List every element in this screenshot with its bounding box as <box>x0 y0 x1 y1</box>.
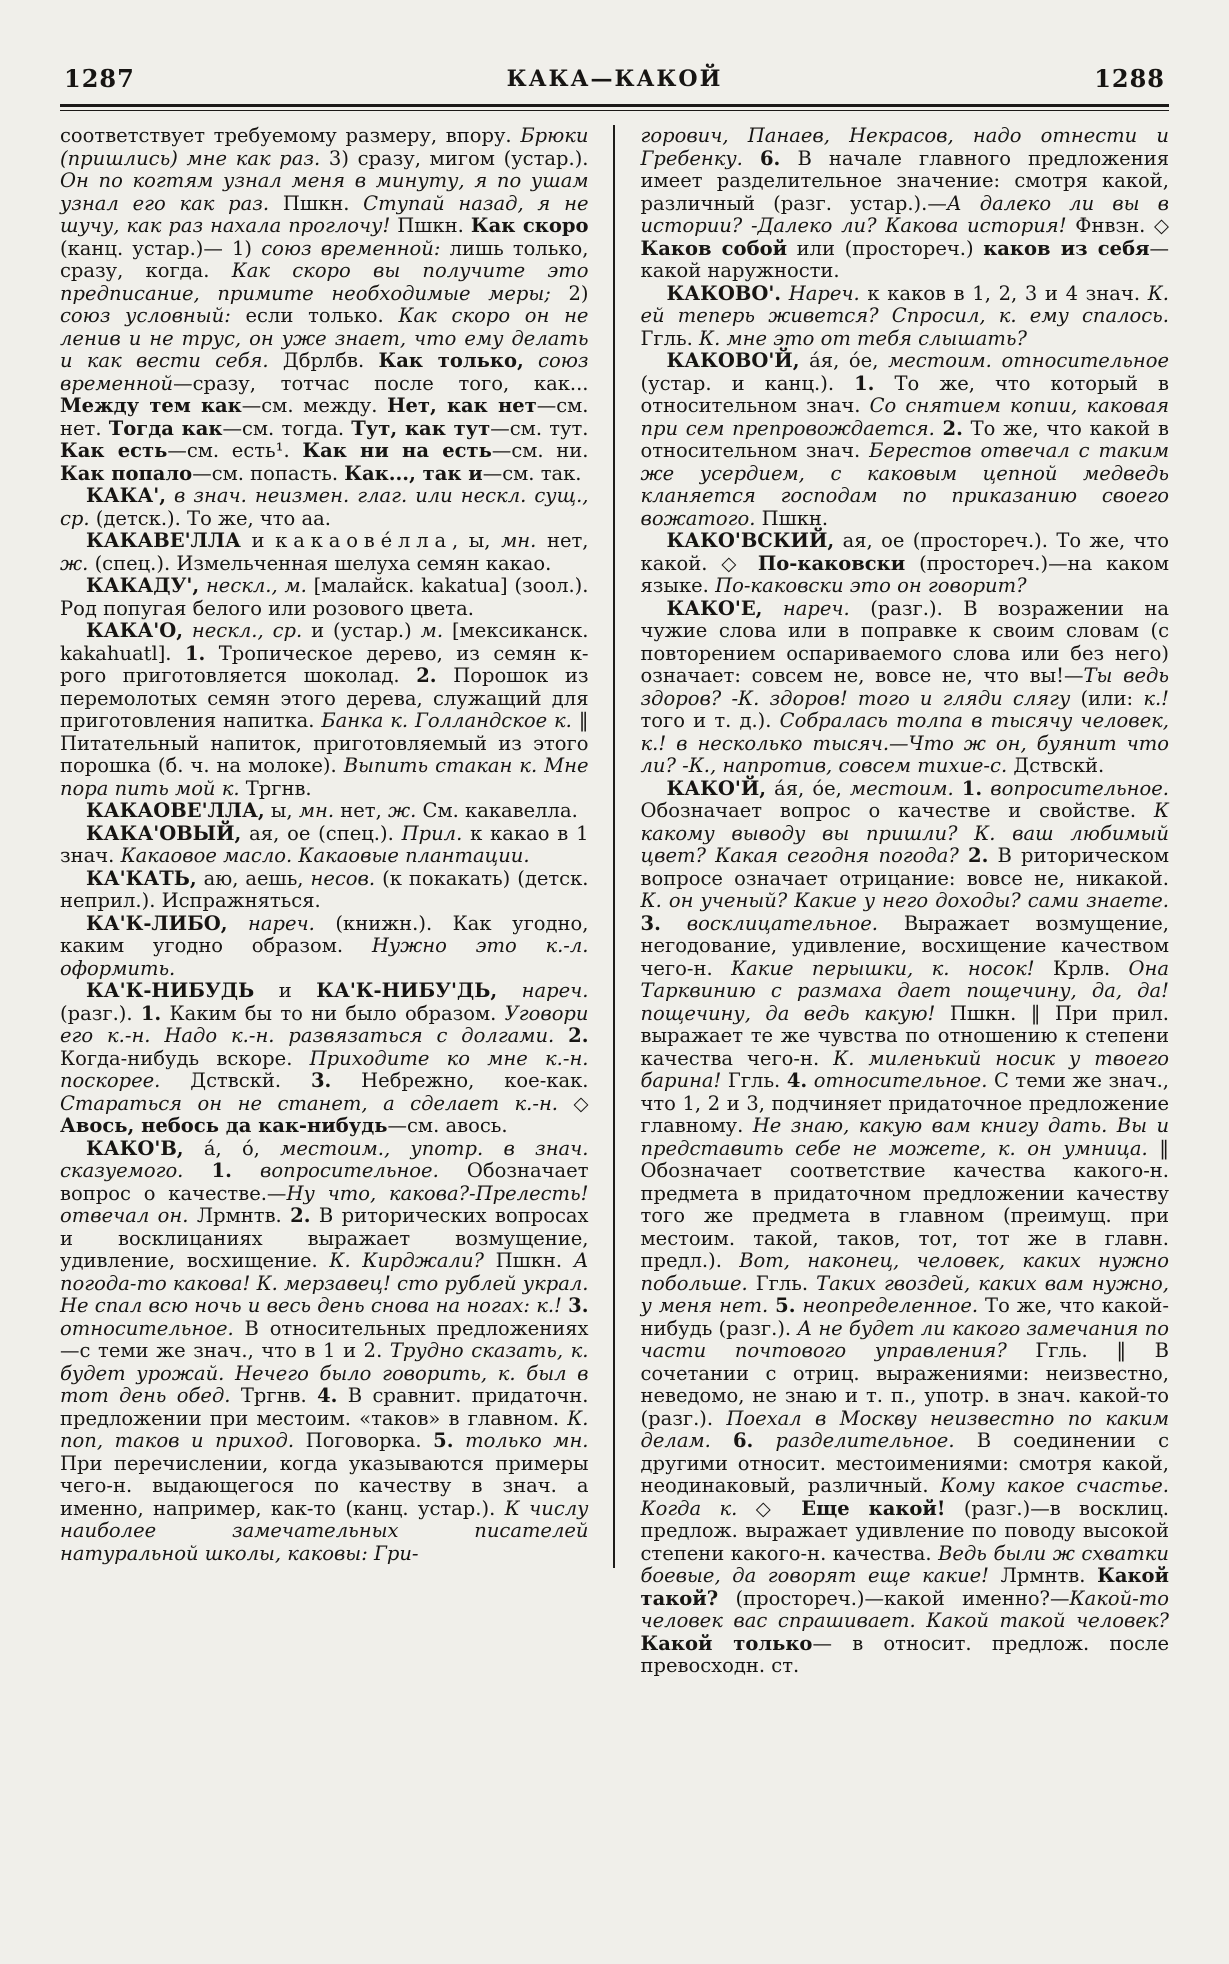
italic-text: К. ей теперь живется? Спросил, к. ему спалось. <box>640 281 1169 327</box>
bold-text: Тут, как тут <box>351 416 491 440</box>
bold-text: 3. <box>310 1069 332 1092</box>
dictionary-page <box>0 64 1229 1964</box>
bold-text: КАКО'В, <box>86 1136 184 1160</box>
body-text: или (простореч.) <box>787 236 984 260</box>
italic-text: Берестов отвечал с таким же усердием, с каковым цепной медведь кланяется господам по приказанию своего вожатого. <box>640 439 1169 530</box>
body-text: соответствует требуемому размеру, впору. <box>60 124 521 147</box>
body-text: —см. так. <box>482 461 582 485</box>
page-number-right: 1288 <box>1094 64 1165 93</box>
italic-text: А не будет ли какого замечания по части почтового управления? <box>640 1316 1169 1362</box>
bold-text: КАКО'Й, <box>666 776 767 800</box>
bold-text: КАКА', <box>86 484 166 507</box>
italic-text: К. поп, таков и приход. <box>60 1406 589 1452</box>
body-text: (или: <box>1070 686 1144 710</box>
body-text: Когда-нибудь вскоре. <box>60 1046 310 1070</box>
italic-text: Уговори его к.-н. Надо к.-н. развязаться с долгами. <box>60 1001 589 1047</box>
body-text <box>183 1159 211 1182</box>
body-text: [малайск. kakatua] (зоол.). Род попугая белого или розового цвета. <box>60 574 589 620</box>
italic-text: Ступай назад, я не шучу, как раз нахала проглочу! <box>60 191 589 237</box>
bold-text: 4. <box>786 1069 808 1092</box>
italic-text: м. <box>420 619 444 642</box>
italic-text: К числу наиболее замечательных писателей натуральной школы, каковы: Гри- <box>60 1496 589 1565</box>
bold-text: КА'КАТЬ, <box>86 866 197 890</box>
bold-text: Еще какой! <box>801 1496 946 1520</box>
body-text: То же, что который в относительном знач. <box>640 371 1169 417</box>
body-text: Поговорка. <box>294 1429 434 1452</box>
italic-text: разделительное. <box>775 1429 955 1452</box>
italic-text: местоим., употр. в знач. сказуемого. <box>60 1136 589 1182</box>
bold-text: КАКА'О, <box>86 619 183 642</box>
body-text: и <box>254 979 317 1002</box>
bold-text: 6. <box>759 146 781 170</box>
italic-text: К. Кирджали? <box>329 1249 484 1272</box>
body-text: к каков в 1, 2, 3 и 4 знач. <box>859 281 1148 305</box>
body-text <box>753 1429 775 1452</box>
bold-text: 2. <box>942 416 963 440</box>
italic-text: нескл., ср. <box>183 619 303 642</box>
italic-text: нареч. <box>762 596 850 620</box>
body-text: В риторическом вопросе означает отрицание: вовсе не, никакой. <box>640 844 1169 890</box>
italic-text: Собралась толпа в тысячу человек, к.! в несколько тысяч.—Что ж он, буянит что ли? -К., напротив, совсем тихие-с. <box>640 709 1169 777</box>
bold-text: каков из себя <box>983 236 1150 260</box>
bold-text: 2. <box>290 1204 311 1227</box>
italic-text: Прил. <box>401 821 463 845</box>
entry-kakovskii <box>641 530 1170 598</box>
italic-text: Ведь были ж схватки боевые, да говорят еще какие! <box>640 1541 1169 1587</box>
body-text: С теми же знач., что 1, 2 и 3, подчиняет придаточное предложение главному. <box>640 1069 1170 1137</box>
body-text: В соединении с другими относит. местоимениями: смотря какой, неодинаковый, различный. <box>640 1429 1169 1497</box>
left-column <box>60 125 613 1678</box>
body-text: В сравнит. придаточн. предложении при местоим. «таков» в главном. <box>60 1384 589 1430</box>
body-text: Каким бы то ни было образом. <box>161 1001 505 1025</box>
body-text: а́я, о́е, <box>766 776 850 800</box>
bold-text: Как скоро <box>470 214 589 237</box>
italic-text: Он по когтям узнал меня в минуту, я по ушам узнал его как раз. <box>60 169 589 215</box>
italic-text: относительное. <box>813 1069 988 1092</box>
body-text: 2) <box>550 281 589 305</box>
body-text: к какао в 1 знач. <box>60 821 589 867</box>
body-text: Пшкн. ‖ При прил. выражает те же чувства по отношению к степени качества чего-н. <box>640 1001 1170 1070</box>
bold-text: 1. <box>140 1001 162 1025</box>
italic-text: местоим. <box>849 776 954 800</box>
bold-text: 3. <box>568 1294 589 1317</box>
bold-text: 1. <box>854 371 875 395</box>
italic-text: Нареч. <box>781 281 860 305</box>
italic-text: мн. <box>298 799 335 822</box>
entry-kakovo <box>641 283 1170 351</box>
body-text: Лрмнтв. <box>188 1204 291 1227</box>
body-text <box>954 777 962 800</box>
body-text: Пшкн. <box>269 191 364 215</box>
entry-kak-nibud <box>60 980 589 1138</box>
body-text: а́, о́, <box>183 1136 281 1160</box>
bold-text: 5. <box>775 1294 796 1317</box>
italic-text: Трудно сказать, к. будет урожай. Нечего было говорить, к. был в тот день обед. <box>60 1339 589 1407</box>
italic-text: Вот, наконец, человек, каких нужно побольше. <box>640 1249 1169 1295</box>
body-text: Ггль. <box>640 326 700 350</box>
bold-text: Между тем как <box>60 394 242 417</box>
body-text: Дствскй. <box>1007 754 1105 777</box>
body-text: Выражает возмущение, негодование, удивление, восхищение качеством чего-н. <box>640 911 1169 980</box>
body-text: В относительных предложениях—с теми же знач., что в 1 и 2. <box>60 1316 589 1362</box>
italic-text: нескл., м. <box>199 574 307 597</box>
entry-kak-libo <box>60 913 589 981</box>
italic-text: Нужно это к.-л. оформить. <box>60 934 589 980</box>
body-text: (спец.). Измельченная шелуха семян какао. <box>88 551 552 575</box>
italic-text: ж. <box>60 551 89 575</box>
bold-text: 1. <box>211 1159 232 1182</box>
body-text: аю, аешь, <box>196 866 311 890</box>
italic-text: А погода-то какова! К. мерзавец! сто рублей украл. Не спал всю ночь и весь день снова на ногах: к.! <box>60 1249 589 1317</box>
page-header <box>62 64 1167 96</box>
body-text: Тргнв. <box>239 776 312 800</box>
italic-text: К какому выводу вы пришли? К. ваш любимый цвет? Какая сегодня погода? <box>640 799 1169 867</box>
italic-text: Ты ведь здоров? -К. здоров! того и гляди слягу <box>640 664 1169 710</box>
body-text: Лрмнтв. <box>989 1564 1098 1587</box>
italic-text: Стараться он не станет, а сделает к.-н. <box>60 1091 559 1115</box>
bold-text: Какой только <box>640 1631 813 1655</box>
body-text: если только. <box>230 304 399 327</box>
body-text: Порошок из перемолотых семян этого дерева, служащий для приготовления напитка. <box>60 664 589 732</box>
bold-text: 2. <box>416 664 437 687</box>
italic-text: Выпить стакан к. Мне пора пить мой к. <box>60 754 589 800</box>
body-text: Небрежно, кое-как. <box>331 1069 589 1092</box>
entry-kak-continuation <box>60 125 589 485</box>
body-text: Обозначает вопрос о качестве и свойстве. <box>640 799 1154 822</box>
body-text: (простореч.)—на каком языке. <box>640 551 1169 597</box>
italic-text: Какаовое масло. Какаовые плантации. <box>120 844 530 867</box>
body-text: —см. тут. <box>490 416 589 440</box>
right-column <box>615 125 1170 1678</box>
italic-text: местоим. относительное <box>888 349 1170 372</box>
body-text: лишь только, сразу, когда. <box>60 236 589 282</box>
body-text: —см. есть¹. <box>167 439 303 462</box>
italic-text: вопросительное. <box>990 776 1169 800</box>
body-text: Обозначает вопрос о качестве.— <box>60 1159 589 1205</box>
entry-kaka <box>60 485 589 530</box>
bold-text: 1. <box>184 641 206 665</box>
body-text: —сразу, тотчас после того, как... <box>173 371 589 395</box>
body-text <box>454 1429 466 1452</box>
body-text <box>935 417 943 440</box>
page-number-left: 1287 <box>64 64 135 93</box>
italic-text: Со снятием копии, каковая при сем препровождается. <box>640 394 1169 440</box>
italic-text: вопросительное. <box>260 1159 439 1182</box>
entry-kakov-continuation <box>641 125 1170 283</box>
body-text: Дствскй. <box>160 1069 311 1092</box>
body-text: [мексиканск. kakahuatl]. <box>60 619 589 665</box>
body-text: Пшкн. <box>484 1249 574 1272</box>
italic-text: мн. <box>501 529 537 552</box>
body-text: То же, что какой в относительном знач. <box>640 416 1169 462</box>
bold-text: Как..., так и <box>344 461 483 485</box>
entry-kakaovyi <box>60 823 589 868</box>
body-text: (канц. устар.)— 1) <box>60 236 262 260</box>
body-text: ◇ <box>558 1091 589 1115</box>
italic-text: неопределенное. <box>802 1294 979 1317</box>
body-text: (детск.). То же, что аа. <box>89 506 331 530</box>
body-text: —см. ни. <box>491 439 589 462</box>
body-text: —см. нет. <box>60 394 589 440</box>
italic-text: восклицательное. <box>686 911 878 935</box>
body-text: (разг.). В возражении на чужие слова или в поправке к своим словам (с повторением оспариваемого слова или без него) означает: совсем не, вовсе не, что вы!— <box>640 596 1169 687</box>
bold-text: 2. <box>568 1024 589 1047</box>
body-text: ая, ое (спец.). <box>241 821 402 845</box>
body-text: (разг.)—в восклиц. предлож. выражает удивление по поводу высокой степени какого-н. качества. <box>640 1496 1169 1565</box>
bold-text: Какой такой? <box>640 1564 1170 1610</box>
italic-text: в знач. неизмен. глаг. или нескл. сущ., ср. <box>60 484 589 530</box>
entry-kakao <box>60 620 589 800</box>
body-text <box>554 1024 568 1047</box>
bold-text: КА'К-НИБУДЬ <box>86 979 255 1002</box>
italic-text: По-каковски это он говорит? <box>715 574 1027 597</box>
body-text <box>232 1159 260 1182</box>
bold-text: КА'К-НИБУ'ДЬ, <box>316 979 498 1002</box>
body-text: того и т. д.). <box>640 709 780 732</box>
body-text: Ггль. <box>721 1069 787 1092</box>
body-text: (устар. и канц.). <box>640 371 855 395</box>
body-text: нет, <box>536 529 589 552</box>
bold-text: Как ни на есть <box>302 439 492 462</box>
body-text: — в относит. предлож. после превосходн. ст. <box>640 1631 1169 1677</box>
bold-text: КАКАВЕ'ЛЛА <box>86 529 241 552</box>
body-text: и (устар.) <box>302 619 421 642</box>
body-text: какаове́лла <box>275 529 452 552</box>
body-text <box>959 844 968 867</box>
italic-text: только мн. <box>465 1429 589 1452</box>
italic-text: нареч. <box>227 911 315 935</box>
bold-text: КАКАОВЕ'ЛЛА, <box>86 799 265 822</box>
body-text: (простореч.)—какой именно?— <box>718 1586 1070 1610</box>
italic-text: Кому какое счастье. Когда к. <box>640 1474 1169 1520</box>
body-text: , ы, <box>451 529 502 552</box>
italic-text: относительное. <box>60 1316 234 1340</box>
body-text: —см. тогда. <box>222 416 352 440</box>
body-text: Ггль. ‖ В сочетании с отриц. выражениями: неизвестно, неведомо, не знаю и т. п., употр. в знач. какой-то (разг.). <box>640 1339 1169 1430</box>
italic-text: ж. <box>387 799 417 822</box>
bold-text: По-каковски <box>757 551 906 575</box>
italic-text: Банка к. Голландское к. <box>321 709 572 732</box>
body-text: Крлв. <box>1034 956 1129 980</box>
bold-text: 3. <box>640 911 661 935</box>
bold-text: 4. <box>317 1384 338 1407</box>
italic-text: Приходите ко мне к.-н. поскорее. <box>60 1046 589 1092</box>
body-text: —см. авось. <box>387 1114 508 1137</box>
italic-text: Как скоро он не ленив и не трус, он уже знает, что ему делать и как вести себя. <box>60 304 589 372</box>
body-text: нет, <box>334 799 388 822</box>
body-text: ◇ <box>737 1496 802 1520</box>
body-text: В начале главного предложения имеет разделительное значение: смотря какой, различный (разг. устар.).— <box>640 146 1169 215</box>
italic-text: А далеко ли вы в истории? -Далеко ли? Какова история! <box>640 191 1169 237</box>
entry-kakoe <box>641 598 1170 778</box>
italic-text: Какие перышки, к. носок! <box>731 956 1035 980</box>
body-text: Дбрлбв. <box>268 349 379 372</box>
body-text <box>661 912 687 935</box>
body-text: Ггль. <box>747 1271 817 1295</box>
bold-text: КАКОВО'. <box>666 281 782 305</box>
body-text: (разг.). <box>60 1001 141 1025</box>
body-text: 3) сразу, мигом (устар.). <box>320 146 589 170</box>
bold-text: Как есть <box>60 439 168 462</box>
italic-text: Поехал в Москву неизвестно по каким делам. <box>640 1406 1169 1452</box>
entry-kakov <box>60 1138 589 1566</box>
italic-text: К. он ученый? Какие у него доходы? сами знаете. <box>640 889 1169 912</box>
body-text: (к покакать) (детск. неприл.). Испражняться. <box>60 866 589 912</box>
body-text: Тргнв. <box>230 1384 318 1407</box>
bold-text: Каков собой <box>640 236 788 260</box>
italic-text: союз условный: <box>60 304 231 327</box>
bold-text: Тогда как <box>108 416 223 440</box>
body-text <box>743 147 760 170</box>
body-text: При перечислении, когда указываются примеры чего-н. выдающегося по качеству в знач. а именно, например, как-то (канц. устар.). <box>60 1451 589 1520</box>
body-text: —какой наружности. <box>640 236 1169 282</box>
entry-kakadu <box>60 575 589 620</box>
bold-text: Авось, небось да как-нибудь <box>60 1114 388 1137</box>
italic-text: союз временной <box>60 349 589 395</box>
bold-text: 1. <box>961 776 983 800</box>
italic-text: Она Тарквинию с размаха дает пощечину, да, да! пощечину, да ведь какую! <box>640 956 1169 1025</box>
body-text: ‖ Питательный напиток, приготовляемый из этого порошка (б. ч. на молоке). <box>60 709 589 777</box>
bold-text: 6. <box>732 1429 754 1452</box>
bold-text: КАКА'ОВЫЙ, <box>86 821 242 845</box>
italic-text: нареч. <box>497 979 589 1002</box>
italic-text: несов. <box>310 866 376 890</box>
bold-text: КАКАДУ', <box>86 574 200 597</box>
body-text <box>711 1429 733 1452</box>
text-columns <box>0 111 1229 1678</box>
entry-kakoi <box>641 778 1170 1678</box>
body-text: Фнвзн. ◇ <box>1066 214 1169 237</box>
body-text: —см. попасть. <box>192 461 345 485</box>
italic-text: к.! <box>1143 686 1169 710</box>
bold-text: Нет, как нет <box>387 394 537 417</box>
italic-text: К. мне это от тебя слышать? <box>699 326 1027 350</box>
italic-text: Ну что, какова?-Прелесть! отвечал он. <box>60 1181 589 1227</box>
entry-kakat <box>60 868 589 913</box>
bold-text: 5. <box>433 1429 454 1452</box>
body-text: Пшкн. <box>390 214 471 237</box>
italic-text: К. миленький носик у твоего барина! <box>640 1046 1169 1092</box>
italic-text: Таких гвоздей, каких вам нужно, у меня нет. <box>640 1271 1169 1317</box>
bold-text: КАКО'Е, <box>666 596 763 620</box>
body-text: (книжн.). Как угодно, каким угодно образом. <box>60 911 589 957</box>
header-rule <box>60 104 1169 111</box>
body-text: См. какавелла. <box>416 799 578 822</box>
bold-text: КАКОВО'Й, <box>666 349 800 372</box>
bold-text: КАКО'ВСКИЙ, <box>666 529 835 552</box>
bold-text: 2. <box>968 844 989 867</box>
italic-text: Какой-то человек вас спрашивает. Какой такой человек? <box>640 1586 1169 1632</box>
body-text: В риторических вопросах и восклицаниях выражает возмущение, удивление, восхищение. <box>60 1204 589 1272</box>
italic-text: союз временной: <box>261 236 441 260</box>
bold-text: Как только, <box>378 349 524 372</box>
entry-kakavella <box>60 530 589 575</box>
italic-text: горович, Панаев, Некрасов, надо отнести и Гребенку. <box>640 124 1169 170</box>
entry-kakaovella <box>60 800 589 823</box>
italic-text: Не знаю, какую вам книгу дать. Вы и представить себе не можете, к. он умница. <box>640 1114 1170 1160</box>
body-text: Пшкн. <box>755 506 829 530</box>
bold-text: Как попало <box>60 461 193 485</box>
body-text: Тропическое дерево, из семян к-рого приготовляется шоколад. <box>60 641 589 687</box>
body-text: а́я, о́е, <box>799 349 889 372</box>
entry-kakovoi <box>641 350 1170 530</box>
italic-text: Как скоро вы получите это предписание, примите необходимые меры; <box>60 259 589 305</box>
body-text: ая, ое (простореч.). То же, что какой. ◇ <box>640 529 1169 575</box>
body-text: То же, что какой-нибудь (разг.). <box>640 1294 1169 1340</box>
body-text: —см. между. <box>241 394 388 417</box>
bold-text: КА'К-ЛИБО, <box>86 911 228 935</box>
body-text: и <box>240 529 276 552</box>
page-title: КАКА—КАКОЙ <box>506 66 723 92</box>
italic-text: Брюки (пришлись) мне как раз. <box>60 124 589 170</box>
body-text: ы, <box>264 799 299 822</box>
body-text: ‖ Обозначает соответствие качества какого-н. предмета в придаточном предложении качеству того же предмета в главном (преимущ. при местоим. такой, таков, тот, тот же в главн. предл.). <box>640 1136 1169 1272</box>
